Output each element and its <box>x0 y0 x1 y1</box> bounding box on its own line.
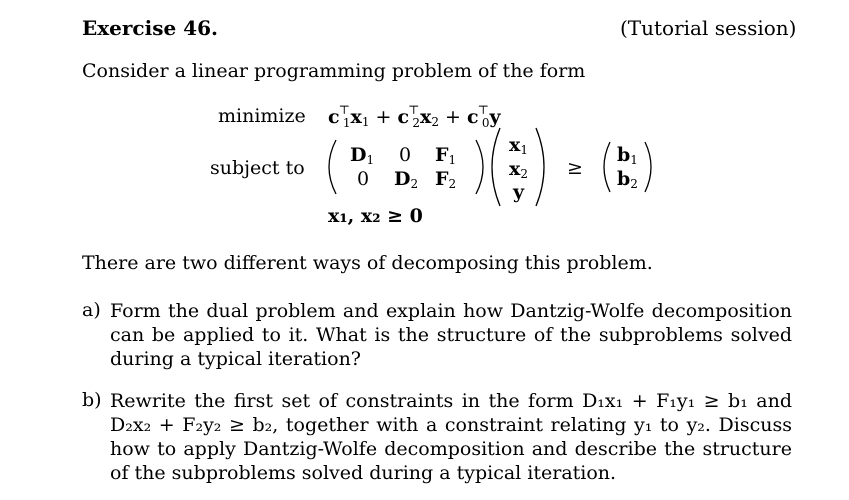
matrix-right-paren <box>476 140 483 194</box>
vector-x1: x1 <box>509 134 528 157</box>
vector-b2: b2 <box>617 168 638 191</box>
item-a-label: a) <box>82 299 101 321</box>
matrix-D2: D2 <box>394 168 419 191</box>
minimize-label: minimize <box>218 105 306 127</box>
vector-b-right-paren <box>645 142 651 192</box>
matrix-F1: F1 <box>435 144 457 167</box>
vector-b1: b1 <box>617 144 638 167</box>
matrix-F2: F2 <box>435 168 457 191</box>
geq-sign: ≥ <box>567 157 583 179</box>
nonneg-constraint: x₁, x₂ ≥ 0 <box>328 205 423 227</box>
subject-to-label: subject to <box>210 157 305 179</box>
matrix-left-paren <box>329 140 336 194</box>
intro-text: Consider a linear programming problem of the form <box>82 60 586 82</box>
matrix-D1: D1 <box>350 144 375 167</box>
exercise-title: Exercise 46. <box>82 16 218 40</box>
vector-x2: x2 <box>509 158 528 181</box>
vector-y: y <box>513 181 525 203</box>
decomposition-text: There are two different ways of decomposing this problem. <box>82 252 653 274</box>
item-a-text: Form the dual problem and explain how Dantzig-Wolfe decomposition can be applied to it. What is the structure of the subproblems solved during a typical iteration? <box>110 300 792 370</box>
item-b-label: b) <box>82 389 102 411</box>
vector-b-left-paren <box>604 142 610 192</box>
vector-x-right-paren <box>536 128 544 206</box>
vector-x-left-paren <box>492 128 500 206</box>
objective-expression: $c^⊤_1x1 + c^⊤_2x2 + c^⊤_0y$ <box>328 103 501 130</box>
item-b-text: Rewrite the first set of constraints in the form D₁x₁ + F₁y₁ ≥ b₁ and D₂x₂ + F₂y₂ ≥ b₂, together with a constraint relating y₁ to y₂. Discuss how to apply Dantzig-Wolfe decomposition and describe the structure of the subproblems solved during a typical iteration. <box>110 390 792 484</box>
matrix-zero-top: 0 <box>399 144 412 166</box>
matrix-zero-bottom: 0 <box>357 168 370 190</box>
session-tag: (Tutorial session) <box>620 16 797 40</box>
